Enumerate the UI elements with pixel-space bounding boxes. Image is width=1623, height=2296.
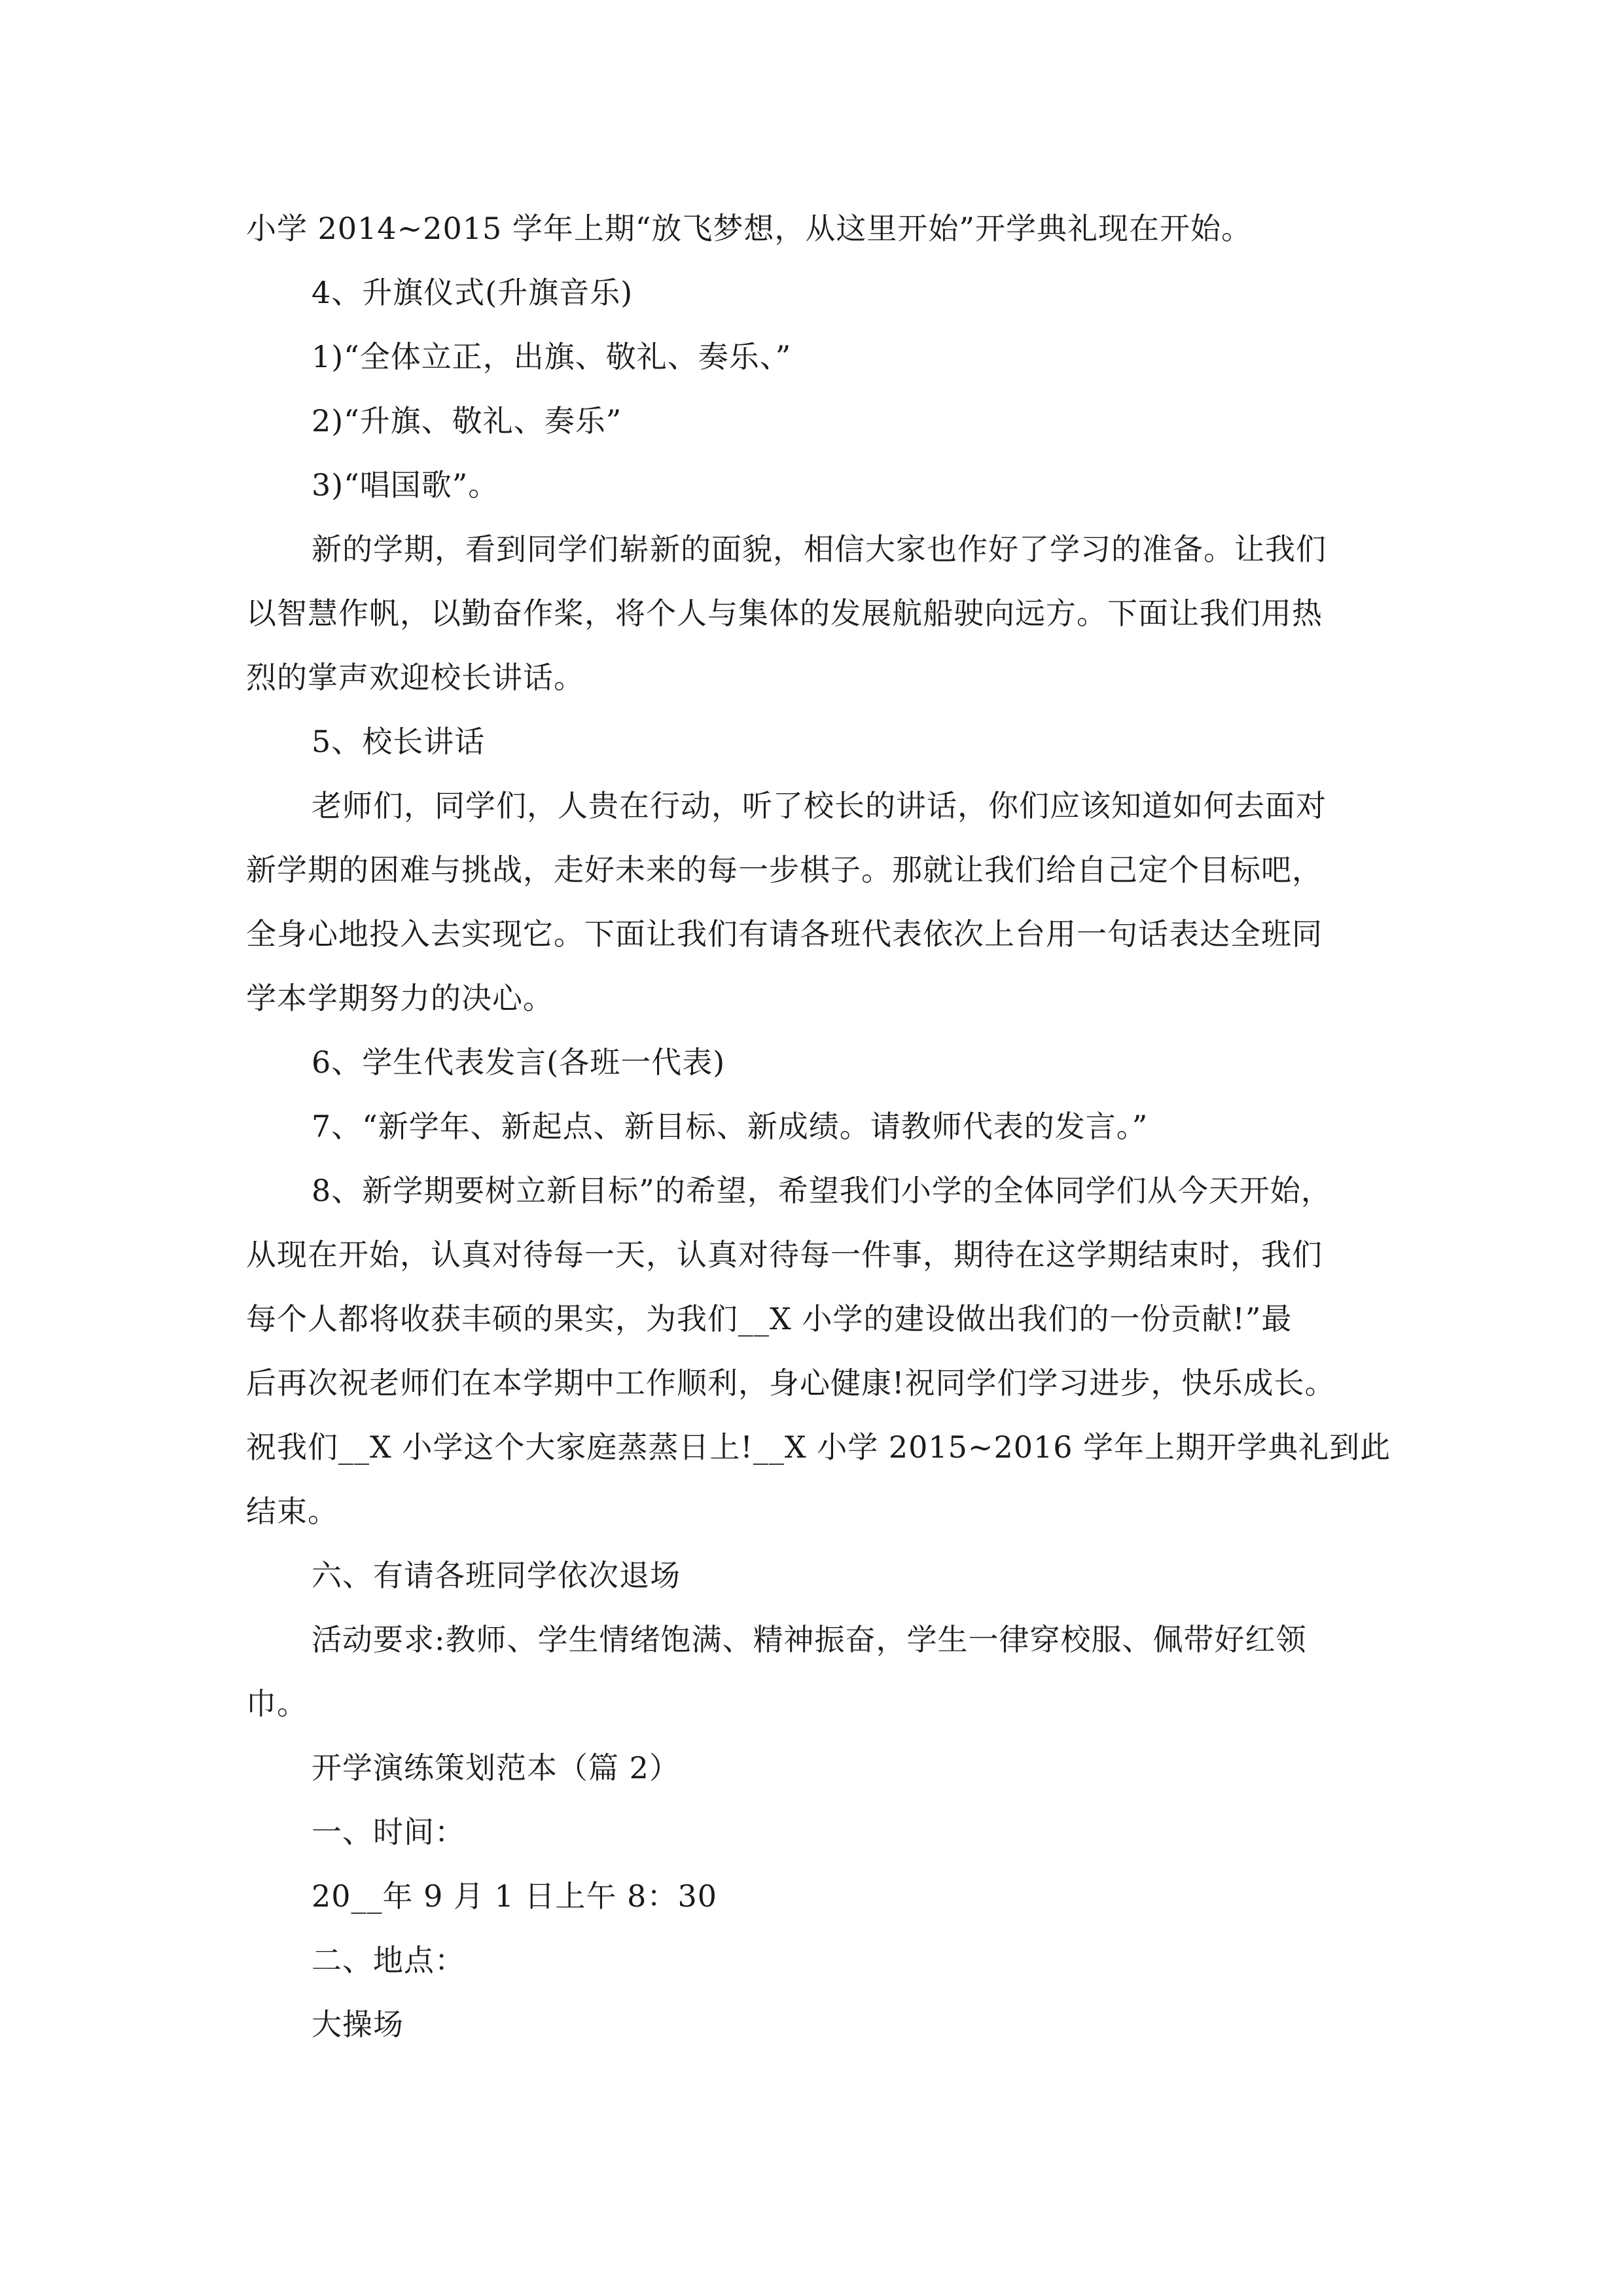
text-line: 结束。 [246,1494,338,1529]
text-line: 烈的掌声欢迎校长讲话。 [246,660,584,695]
text-line: 一、时间： [312,1814,465,1850]
text-line: 8、新学期要树立新目标”的希望，希望我们小学的全体同学们从今天开始， [312,1173,1332,1208]
text-line: 从现在开始，认真对待每一天，认真对待每一件事，期待在这学期结束时，我们 [246,1237,1323,1272]
text-line: 小学 2014~2015 学年上期“放飞梦想，从这里开始”开学典礼现在开始。 [246,211,1252,246]
document-page [246,196,1393,2056]
text-line: 大操场 [312,2007,404,2042]
text-line: 老师们，同学们，人贵在行动，听了校长的讲话，你们应该知道如何去面对 [312,788,1327,823]
text-line: 1)“全体立正，出旗、敬礼、奏乐、” [312,339,792,374]
text-line: 二、地点： [312,1943,465,1978]
text-line: 2)“升旗、敬礼、奏乐” [312,403,622,439]
text-line: 后再次祝老师们在本学期中工作顺利，身心健康!祝同学们学习进步，快乐成长。 [246,1365,1336,1401]
section-heading: 开学演练策划范本（篇 2） [312,1750,680,1785]
text-line: 以智慧作帆，以勤奋作桨，将个人与集体的发展航船驶向远方。下面让我们用热 [246,596,1323,631]
text-line: 6、学生代表发言(各班一代表) [312,1045,726,1080]
text-line: 5、校长讲话 [312,724,486,759]
text-line: 每个人都将收获丰硕的果实，为我们__X 小学的建设做出我们的一份贡献!”最 [246,1301,1293,1336]
text-line: 全身心地投入去实现它。下面让我们有请各班代表依次上台用一句话表达全班同 [246,916,1323,952]
text-line: 祝我们__X 小学这个大家庭蒸蒸日上!__X 小学 2015~2016 学年上期开学典礼到此 [246,1429,1391,1465]
text-line: 六、有请各班同学依次退场 [312,1558,681,1593]
text-line: 新的学期，看到同学们崭新的面貌，相信大家也作好了学习的准备。让我们 [312,531,1327,567]
text-line: 巾。 [246,1686,308,1721]
text-line: 20__年 9 月 1 日上午 8：30 [312,1878,717,1914]
text-line: 4、升旗仪式(升旗音乐) [312,275,633,310]
text-line: 7、“新学年、新起点、新目标、新成绩。请教师代表的发言。” [312,1109,1149,1144]
text-line: 新学期的困难与挑战，走好未来的每一步棋子。那就让我们给自己定个目标吧， [246,852,1323,888]
text-line: 活动要求:教师、学生情绪饱满、精神振奋，学生一律穿校服、佩带好红领 [312,1622,1307,1657]
text-line: 学本学期努力的决心。 [246,980,554,1016]
text-line: 3)“唱国歌”。 [312,467,499,503]
